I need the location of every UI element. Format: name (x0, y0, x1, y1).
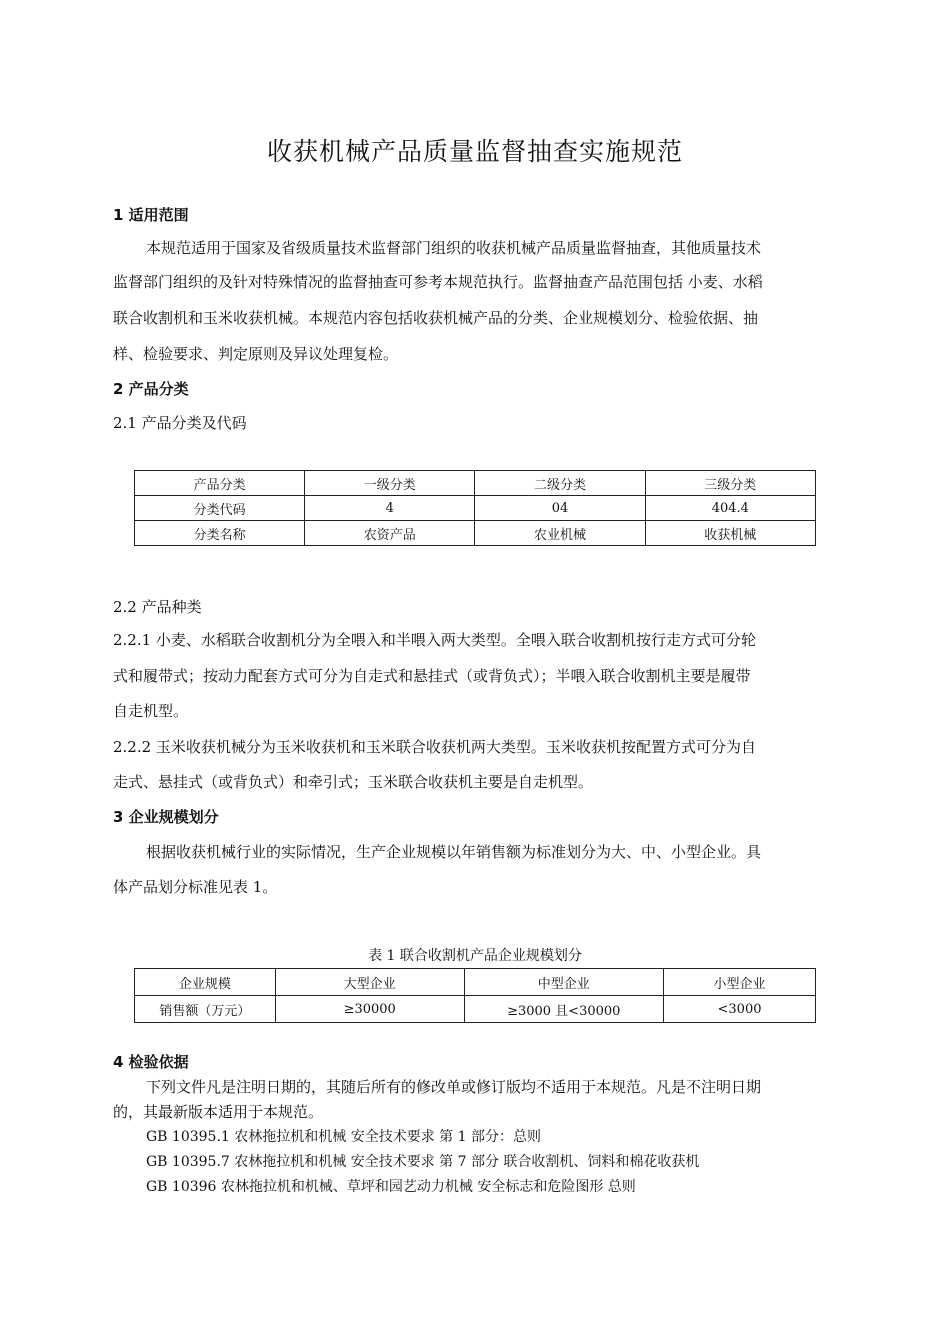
table-cell: ≥3000 且<30000 (464, 996, 664, 1023)
table-cell: <3000 (664, 996, 816, 1023)
table-cell: 农业机械 (475, 521, 645, 546)
paragraph-2-2-1-line-1: 2.2.1 小麦、水稻联合收割机分为全喂入和半喂入两大类型。全喂入联合收割机按行走方式可分轮 (113, 631, 756, 649)
table-1-caption: 表 1 联合收割机产品企业规模划分 (368, 948, 582, 964)
table-cell: 企业规模 (135, 969, 276, 996)
paragraph-2-2-1-line-3: 自走机型。 (113, 702, 189, 720)
section-1-line-2: 监督部门组织的及针对特殊情况的监督抽查可参考本规范执行。监督抽查产品范围包括 小麦、水稻 (113, 273, 763, 291)
table-row (135, 969, 816, 996)
paragraph-2-2-2-line-1: 2.2.2 玉米收获机械分为玉米收获机和玉米联合收获机两大类型。玉米收获机按配置方式可分为自 (113, 738, 756, 756)
table-cell: ≥30000 (275, 996, 464, 1023)
table-cell: 分类代码 (135, 496, 305, 521)
table-cell: 404.4 (645, 496, 815, 521)
subsection-2-2-heading: 2.2 产品种类 (113, 598, 202, 616)
subsection-2-1-heading: 2.1 产品分类及代码 (113, 414, 247, 432)
section-1-line-3: 联合收割机和玉米收获机械。本规范内容包括收获机械产品的分类、企业规模划分、检验依据、抽 (113, 309, 759, 327)
page-title: 收获机械产品质量监督抽查实施规范 (266, 137, 683, 166)
table-row (135, 521, 816, 546)
table-cell: 大型企业 (275, 969, 464, 996)
table-cell: 4 (305, 496, 475, 521)
product-classification-table (134, 470, 816, 546)
table-cell: 农资产品 (305, 521, 475, 546)
section-1-line-4: 样、检验要求、判定原则及异议处理复检。 (113, 345, 399, 363)
table-cell: 收获机械 (645, 521, 815, 546)
table-row (135, 496, 816, 521)
table-cell: 分类名称 (135, 521, 305, 546)
enterprise-scale-table (134, 968, 816, 1023)
section-4-heading: 4 检验依据 (113, 1053, 189, 1071)
table-cell: 销售额（万元） (135, 996, 276, 1023)
table-cell: 二级分类 (475, 471, 645, 496)
section-1-heading: 1 适用范围 (113, 206, 189, 224)
paragraph-2-2-2-line-2: 走式、悬挂式（或背负式）和牵引式；玉米联合收获机主要是自走机型。 (113, 773, 594, 791)
section-1-line-1: 本规范适用于国家及省级质量技术监督部门组织的收获机械产品质量监督抽查，其他质量技术 (146, 239, 762, 257)
table-row (135, 996, 816, 1023)
table-cell: 04 (475, 496, 645, 521)
table-cell: 中型企业 (464, 969, 664, 996)
reference-gb-10395-1: GB 10395.1 农林拖拉机和机械 安全技术要求 第 1 部分：总则 (146, 1129, 541, 1145)
table-cell: 小型企业 (664, 969, 816, 996)
table-cell: 三级分类 (645, 471, 815, 496)
section-4-line-1: 下列文件凡是注明日期的，其随后所有的修改单或修订版均不适用于本规范。凡是不注明日期 (146, 1078, 762, 1096)
reference-gb-10395-7: GB 10395.7 农林拖拉机和机械 安全技术要求 第 7 部分 联合收割机、饲料和棉花收获机 (146, 1154, 700, 1170)
table-row (135, 471, 816, 496)
paragraph-2-2-1-line-2: 式和履带式；按动力配套方式可分为自走式和悬挂式（或背负式）；半喂入联合收割机主要是履带 (113, 667, 751, 685)
section-3-line-2: 体产品划分标准见表 1。 (113, 878, 278, 896)
section-3-heading: 3 企业规模划分 (113, 808, 219, 826)
reference-gb-10396: GB 10396 农林拖拉机和机械、草坪和园艺动力机械 安全标志和危险图形 总则 (146, 1179, 636, 1195)
section-4-line-2: 的，其最新版本适用于本规范。 (113, 1103, 324, 1121)
table-cell: 一级分类 (305, 471, 475, 496)
section-2-heading: 2 产品分类 (113, 380, 189, 398)
section-3-line-1: 根据收获机械行业的实际情况，生产企业规模以年销售额为标准划分为大、中、小型企业。具 (146, 843, 762, 861)
table-cell: 产品分类 (135, 471, 305, 496)
